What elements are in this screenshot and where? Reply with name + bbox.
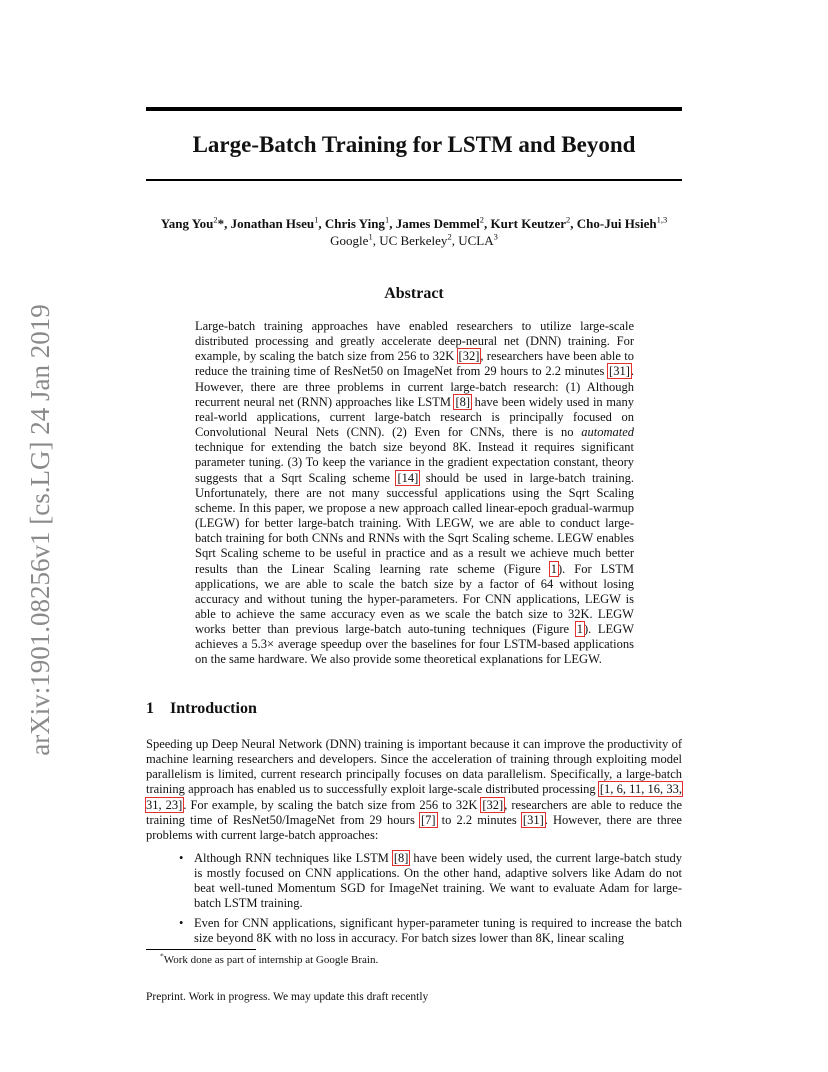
- bullet-icon: •: [179, 915, 184, 930]
- list-item: [146, 851, 682, 912]
- introduction-paragraph: Speeding up Deep Neural Network (DNN) training is important because it can improve the productivity of machine learning researchers and developers. Since the acceleration of training through exploiting model parallelism is limited, current research principally focuses on data parallelism. Specifically, a large-batch training approach has enabled us to successfully exploit large-scale distributed processing [1, 6, 11, 16, 33, 31, 23]. For example, by scaling the batch size from 256 to 32K [32], researchers are able to reduce the training time of ResNet50/ImageNet from 29 hours [7] to 2.2 minutes [31]. However, there are three problems with current large-batch approaches:: [146, 737, 682, 842]
- author-block: [120, 215, 708, 249]
- abstract-heading: Abstract: [384, 285, 444, 302]
- paper-title: Large-Batch Training for LSTM and Beyond: [192, 132, 636, 157]
- section-number: 1: [146, 700, 154, 717]
- list-item-text: Although RNN techniques like LSTM [8] have been widely used, the current large-batch study is mostly focused on CNN applications. On the other hand, adaptive solvers like Adam do not beat well-tuned Momentum SGD for ImageNet training. We want to evaluate Adam for large-batch LSTM training.: [194, 851, 682, 911]
- author-affiliations: Google$^1$, UC Berkeley$^2$, UCLA$^3$: [330, 231, 498, 248]
- footnote-rule: [146, 949, 256, 950]
- preprint-note: Preprint. Work in progress. We may update this draft recently: [146, 991, 429, 1003]
- bullet-icon: •: [179, 851, 184, 865]
- footnote: *Work done as part of internship at Google Brain.: [160, 951, 379, 966]
- arxiv-stamp: arXiv:1901.08256v1 [cs.LG] 24 Jan 2019: [25, 304, 55, 756]
- section-title: Introduction: [170, 700, 257, 717]
- author-names: Yang You$^2$*, Jonathan Hseu$^1$, Chris Ying$^1$, James Demmel$^2$, Kurt Keutzer$^2$, Cho-Jui Hsieh$^{1,3}$: [160, 214, 668, 231]
- list-item-text: Even for CNN applications, significant hyper-parameter tuning is required to increase the batch size beyond 8K with no loss in accuracy. For batch sizes lower than 8K, linear scaling: [194, 915, 682, 945]
- title-top-rule: [146, 107, 682, 111]
- abstract-body: Large-batch training approaches have enabled researchers to utilize large-scale distributed processing and greatly accelerate deep-neural net (DNN) training. For example, by scaling the batch size from 256 to 32K [32], researchers have been able to reduce the training time of ResNet50 on ImageNet from 29 hours to 2.2 minutes [31]. However, there are three problems in current large-batch research: (1) Although recurrent neural net (RNN) approaches like LSTM [8] have been widely used in many real-world applications, current large-batch research is principally focused on Convolutional Neural Nets (CNN). (2) Even for CNNs, there is no automated technique for extending the batch size beyond 8K. Instead it requires significant parameter tuning. (3) To keep the variance in the gradient expectation constant, theory suggests that a Sqrt Scaling scheme [14] should be used in large-batch training. Unfortunately, there are not many successful applications using the Sqrt Scaling scheme. In this paper, we propose a new approach called linear-epoch gradual-warmup (LEGW) for better large-batch training. With LEGW, we are able to conduct large-batch training for both CNNs and RNNs with the Sqrt Scaling scheme. LEGW enables Sqrt Scaling scheme to be useful in practice and as a result we achieve much better results than the Linear Scaling learning rate scheme (Figure 1). For LSTM applications, we are able to scale the batch size by a factor of 64 without losing accuracy and without tuning the hyper-parameters. For CNN applications, LEGW is able to achieve the same accuracy even as we scale the batch size to 32K. LEGW works better than previous large-batch auto-tuning techniques (Figure 1). LEGW achieves a 5.3× average speedup over the baselines for four LSTM-based applications on the same hardware. We also provide some theoretical explanations for LEGW.: [195, 319, 634, 667]
- title-bottom-rule: [146, 179, 682, 181]
- section-heading-introduction: [146, 699, 682, 719]
- problem-list: [146, 851, 682, 950]
- list-item: [146, 916, 682, 946]
